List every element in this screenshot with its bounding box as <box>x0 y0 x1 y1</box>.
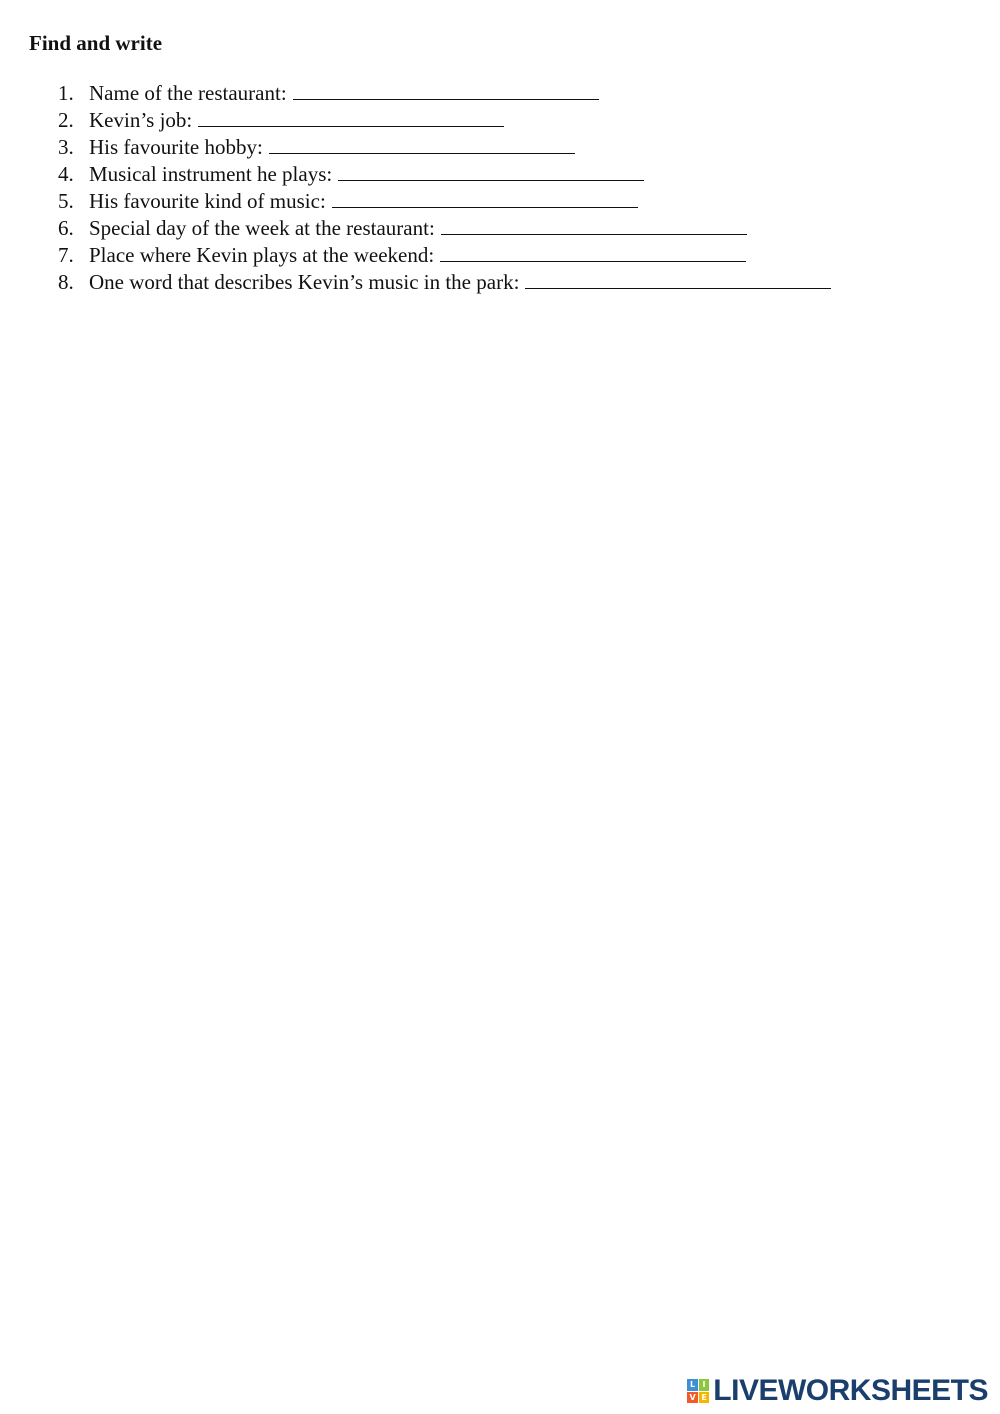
logo-tile-v: V <box>687 1392 698 1404</box>
question-label: His favourite hobby: <box>89 135 263 159</box>
question-label: Special day of the week at the restaurant: <box>89 216 435 240</box>
question-label: Place where Kevin plays at the weekend: <box>89 243 435 267</box>
liveworksheets-logo-icon <box>687 1379 709 1403</box>
question-line <box>89 107 504 134</box>
question-line <box>89 215 747 242</box>
question-line <box>89 188 638 215</box>
answer-blank-5[interactable] <box>332 188 638 208</box>
question-number: 7. <box>58 243 74 267</box>
question-line <box>89 134 575 161</box>
answer-blank-7[interactable] <box>440 242 746 262</box>
answer-blank-4[interactable] <box>338 161 644 181</box>
answer-blank-3[interactable] <box>269 134 575 154</box>
logo-tile-i: I <box>699 1379 710 1391</box>
liveworksheets-brand <box>687 1374 988 1408</box>
question-line <box>89 80 599 107</box>
liveworksheets-wordmark: LIVEWORKSHEETS <box>713 1374 988 1407</box>
question-number: 1. <box>58 81 74 105</box>
question-label: Name of the restaurant: <box>89 81 287 105</box>
worksheet-heading: Find and write <box>29 31 163 55</box>
logo-tile-e: E <box>699 1392 710 1404</box>
question-line <box>89 269 831 296</box>
question-label: Musical instrument he plays: <box>89 162 333 186</box>
logo-tile-l: L <box>687 1379 698 1391</box>
question-number: 6. <box>58 216 74 240</box>
question-number: 5. <box>58 189 74 213</box>
question-number: 4. <box>58 162 74 186</box>
answer-blank-8[interactable] <box>525 269 831 289</box>
question-line <box>89 242 746 269</box>
question-label: Kevin’s job: <box>89 108 193 132</box>
question-line <box>89 161 644 188</box>
question-label: His favourite kind of music: <box>89 189 326 213</box>
question-number: 8. <box>58 270 74 294</box>
answer-blank-6[interactable] <box>441 215 747 235</box>
question-number: 2. <box>58 108 74 132</box>
question-label: One word that describes Kevin’s music in the park: <box>89 270 520 294</box>
answer-blank-1[interactable] <box>293 80 599 100</box>
answer-blank-2[interactable] <box>198 107 504 127</box>
question-number: 3. <box>58 135 74 159</box>
